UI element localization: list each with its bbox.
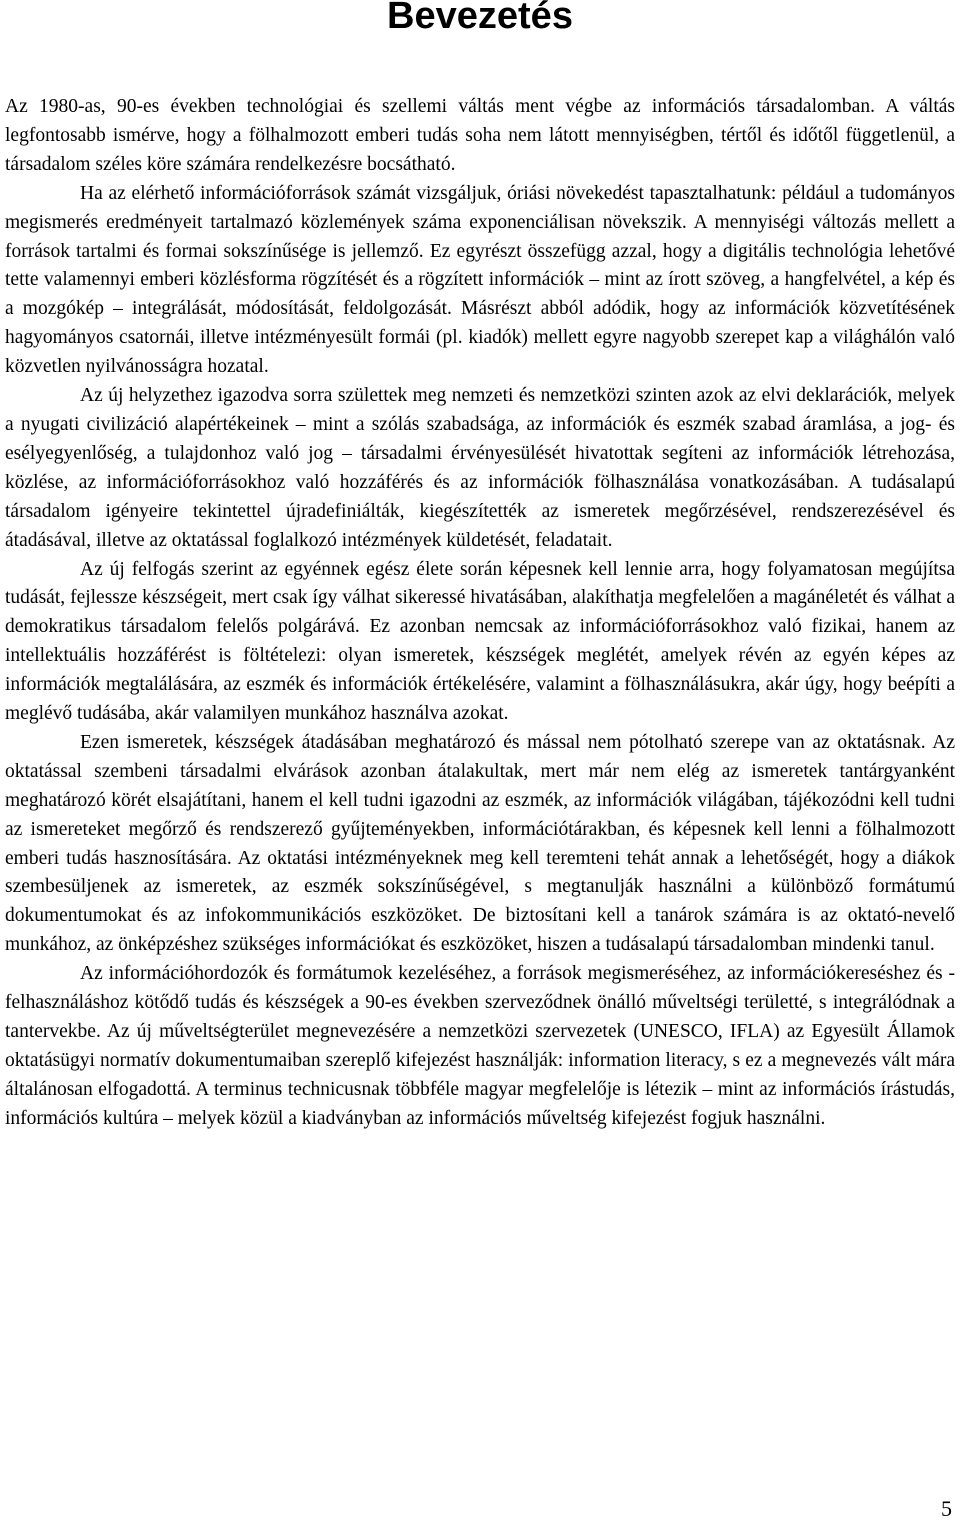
paragraph-4: Az új felfogás szerint az egyénnek egész élete során képesnek kell lennie arra, hogy folyamatosan megújítsa tudását, fejlessze készségeit, mert csak így válhat sikeressé hivatásában, alakíthatja megfelelően a magánéletét és válhat a demokratikus társadalom felelős polgárává. Ez azonban nemcsak az információforrásokhoz való fizikai, hanem az intellektuális hozzáférést is föltételezi: olyan ismeretek, készségek meglétét, amelyek révén az egyén képes az információk megtalálására, az eszmék és információk értékelésére, valamint a fölhasználásukra, akár úgy, hogy beépíti a meglévő tudásába, akár valamilyen munkához használva azokat. (5, 558, 955, 725)
paragraph-3: Az új helyzethez igazodva sorra születtek meg nemzeti és nemzetközi szinten azok az elvi deklarációk, melyek a nyugati civilizáció alapértékeinek – mint a szólás szabadsága, az információk és eszmék szabad áramlása, a jog- és esélyegyenlőség, a tulajdonhoz való jog – társadalmi érvényesülését hivatottak segíteni az információk létrehozása, közlése, az információforrásokhoz való hozzáférés és az információk fölhasználása vonatkozásában. A tudásalapú társadalom igényeire tekintettel újradefiniálták, kiegészítették az ismeretek megőrzésével, rendszerezésével és átadásával, illetve az oktatással foglalkozó intézmények küldetését, feladatait. (5, 385, 955, 551)
document-body (5, 93, 955, 1134)
paragraph-2: Ha az elérhető információforrások számát vizsgáljuk, óriási növekedést tapasztalhatunk: például a tudományos megismerés eredményeit tartalmazó közlemények száma exponenciálisan növekszik. A mennyiségi változás mellett a források tartalmi és formai sokszínűsége is jellemző. Ez egyrészt összefügg azzal, hogy a digitális technológia lehetővé tette valamennyi emberi közlésforma rögzítését és a rögzített információk – mint az írott szöveg, a hangfelvétel, a kép és a mozgókép – integrálását, módosítását, feldolgozását. Másrészt abból adódik, hogy az információk közvetítésének hagyományos csatornái, illetve intézményesült formái (pl. kiadók) mellett egyre nagyobb szerepet kap a világhálón való közvetlen nyilvánosságra hozatal. (5, 182, 955, 378)
page-title: Bevezetés (387, 0, 573, 37)
paragraph-6: Az információhordozók és formátumok kezeléséhez, a források megismeréséhez, az információkereséshez és -felhasználáshoz kötődő tudás és készségek a 90-es években szerveződnek önálló műveltségi területté, s integrálódnak a tantervekbe. Az új műveltségterület megnevezésére a nemzetközi szervezetek (UNESCO, IFLA) az Egyesült Államok oktatásügyi normatív dokumentumaiban szereplő kifejezést használják: information literacy, s ez a megnevezés vált mára általánosan elfogadottá. A terminus technicusnak többféle magyar megfelelője is létezik – mint az információs írástudás, információs kultúra – melyek közül a kiadványban az információs műveltség kifejezést fogjuk használni. (5, 963, 955, 1129)
paragraph-1: Az 1980-as, 90-es években technológiai és szellemi váltás ment végbe az információs társadalomban. A váltás legfontosabb ismérve, hogy a fölhalmozott emberi tudás soha nem látott mennyiségben, tértől és időtől függetlenül, a társadalom széles köre számára rendelkezésre bocsátható. (5, 96, 955, 175)
page-number: 5 (941, 1496, 952, 1521)
paragraph-5: Ezen ismeretek, készségek átadásában meghatározó és mással nem pótolható szerepe van az oktatásnak. Az oktatással szembeni társadalmi elvárások azonban átalakultak, mert már nem elég az ismeretek tantárgyanként meghatározó körét elsajátítani, hanem el kell tudni igazodni az eszmék, az információk világában, tájékozódni kell tudni az ismereteket megőrző és rendszerező gyűjteményekben, információtárakban, és képesnek kell lenni a fölhalmozott emberi tudás hasznosítására. Az oktatási intézményeknek meg kell teremteni tehát annak a lehetőségét, hogy a diákok szembesüljenek az ismeretek, az eszmék sokszínűségével, s megtanulják használni a különböző formátumú dokumentumokat és az infokommunikációs eszközöket. De biztosítani kell a tanárok számára is az oktató-nevelő munkához, az önképzéshez szükséges információkat és eszközöket, hiszen a tudásalapú társadalomban mindenki tanul. (5, 731, 955, 956)
